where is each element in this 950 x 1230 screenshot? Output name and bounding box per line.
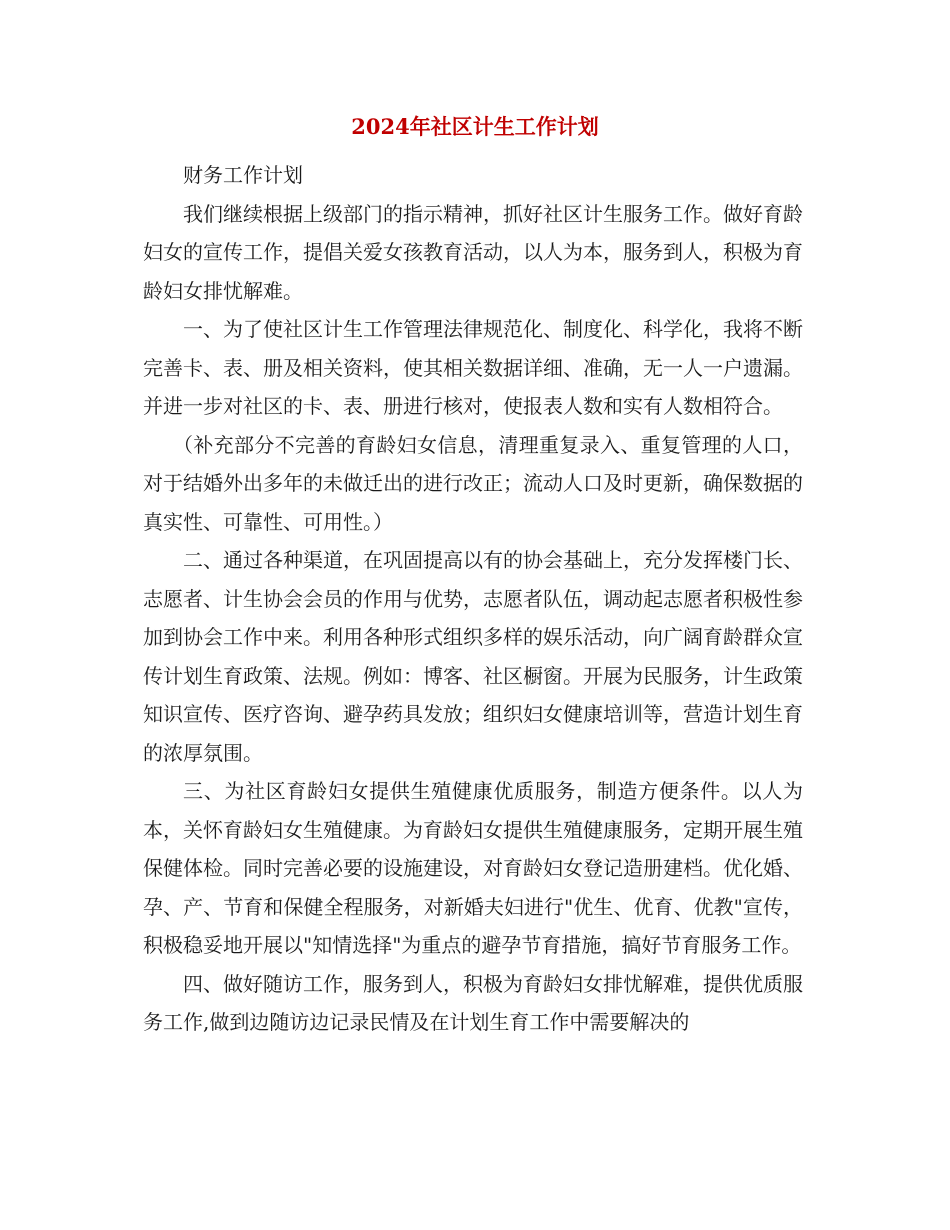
paragraph-section-2: 二、通过各种渠道，在巩固提高以有的协会基础上，充分发挥楼门长、志愿者、计生协会会员的作用与优势，志愿者队伍，调动起志愿者积极性参加到协会工作中来。利用各种形式组织多样的娱乐活动，向广阔育龄群众宣传计划生育政策、法规。例如：博客、社区橱窗。开展为民服务，计生政策知识宣传、医疗咨询、避孕药具发放；组织妇女健康培训等，营造计划生育的浓厚氛围。 [143, 548, 803, 765]
paragraph-section-3: 三、为社区育龄妇女提供生殖健康优质服务，制造方便条件。以人为本，关怀育龄妇女生殖健康。为育龄妇女提供生殖健康服务，定期开展生殖保健体检。同时完善必要的设施建设，对育龄妇女登记造册建档。优化婚、孕、产、节育和保健全程服务，对新婚夫妇进行"优生、优育、优教"宣传，积极稳妥地开展以"知情选择"为重点的避孕节育措施，搞好节育服务工作。 [143, 779, 803, 957]
document-title: 2024年社区计生工作计划 [351, 114, 599, 139]
document-body [143, 156, 803, 1042]
paragraph-section-1: 一、为了使社区计生工作管理法律规范化、制度化、科学化，我将不断完善卡、表、册及相关资料，使其相关数据详细、准确，无一人一户遗漏。并进一步对社区的卡、表、册进行核对，使报表人数和实有人数相符合。 [143, 317, 803, 418]
paragraph-section-4: 四、做好随访工作，服务到人，积极为育龄妇女排忧解难，提供优质服务工作,做到边随访边记录民情及在计划生育工作中需要解决的 [143, 971, 803, 1034]
paragraph-subtitle: 财务工作计划 [183, 163, 303, 187]
paragraph-section-1-note: （补充部分不完善的育龄妇女信息，清理重复录入、重复管理的人口，对于结婚外出多年的未做迁出的进行改正；流动人口及时更新，确保数据的真实性、可靠性、可用性。） [143, 432, 803, 534]
paragraph-intro: 我们继续根据上级部门的指示精神，抓好社区计生服务工作。做好育龄妇女的宣传工作，提倡关爱女孩教育活动，以人为本，服务到人，积极为育龄妇女排忧解难。 [143, 201, 803, 303]
